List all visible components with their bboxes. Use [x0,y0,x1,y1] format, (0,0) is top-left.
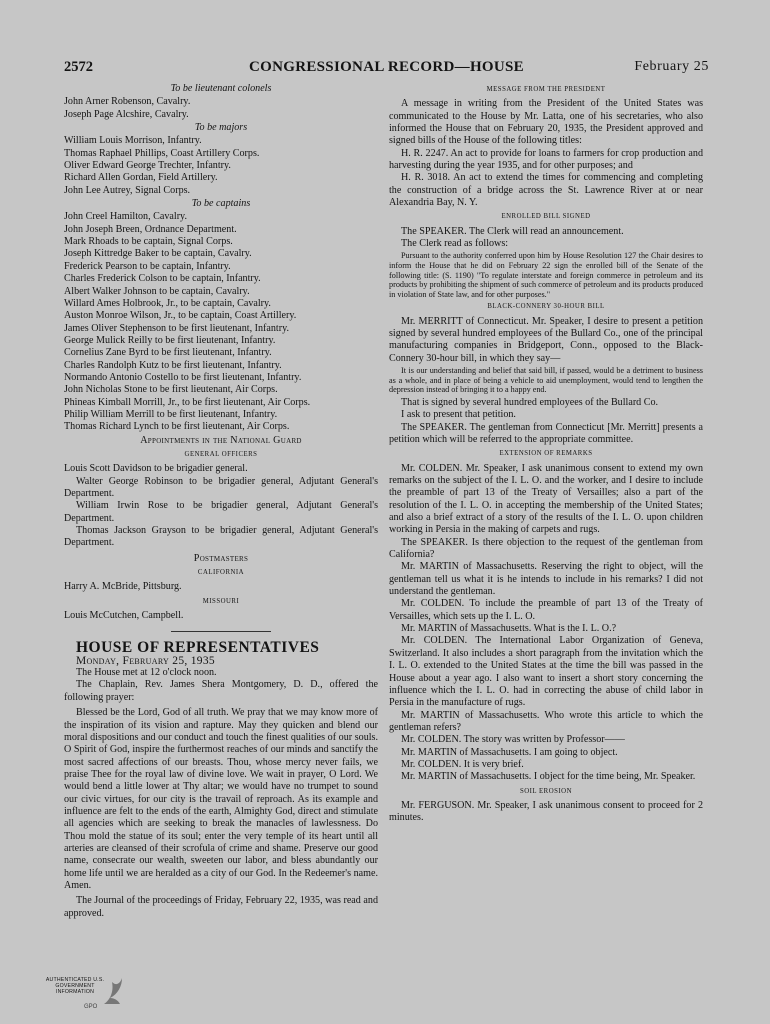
section-heading: EXTENSION OF REMARKS [499,450,593,458]
nomination-entry: Richard Allen Gordan, Field Artillery. [64,172,218,184]
nomination-entry: Mark Rhoads to be captain, Signal Corps. [64,236,233,248]
nomination-entry: Frederick Pearson to be captain, Infantry. [64,260,231,272]
nomination-entry: Charles Randolph Kutz to be first lieutenant, Infantry. [64,359,282,371]
paragraph: The Clerk read as follows: [401,238,509,250]
nomination-entry: Thomas Raphael Phillips, Coast Artillery Corps. [64,147,260,159]
paragraph: Mr. MARTIN of Massachusetts. What is the I. L. O.? [401,623,617,635]
paragraph: Mr. COLDEN. The International Labor Organization of Geneva, Switzerland. It also includes a short paragraph from the invitation which the I. L. O. extended to the United States at the time the bill was passed in the House about a year ago. I also want to insert a short story concerning the influence which the I. L. O. had in correcting the abuse of child labor in Persia in the manufacture of rugs. [389,635,703,709]
nomination-entry: Willard Ames Holbrook, Jr., to be captain, Cavalry. [64,297,271,309]
paragraph: The Journal of the proceedings of Friday, February 22, 1935, was read and approved. [64,895,378,919]
nomination-entry: William Louis Morrison, Infantry. [64,135,202,147]
session-date: Monday, February 25, 1935 [76,654,215,667]
section-heading: MISSOURI [202,597,240,605]
paragraph: Mr. MARTIN of Massachusetts. I am going to object. [401,746,618,758]
nomination-entry: Phineas Kimball Morrill, Jr., to be first lieutenant, Air Corps. [64,396,311,408]
paragraph: Mr. MARTIN of Massachusetts. Who wrote this article to which the gentleman refers? [389,709,703,733]
paragraph: H. R. 3018. An act to extend the times for commencing and completing the construction of a bridge across the St. Lawrence River at or near Alexandria Bay, N. Y. [389,172,703,209]
nomination-entry: James Oliver Stephenson to be first lieutenant, Infantry. [64,322,289,334]
paragraph: Thomas Jackson Grayson to be brigadier general, Adjutant General's Department. [64,525,378,549]
right-column [389,82,703,825]
nomination-entry: John Lee Autrey, Signal Corps. [64,184,191,196]
nomination-entry: Cornelius Zane Byrd to be first lieutenant, Infantry. [64,347,272,359]
header-date: February 25 [634,59,709,74]
paragraph: Mr. COLDEN. Mr. Speaker, I ask unanimous consent to extend my own remarks on the subject of the I. L. O. and the worker, and I desire to include the preamble of part 13 of the Treaty of Versailles; also a part of the resolution of the I. L. O. in accepting the membership of the United States; and also a brief extract of a story of the results of the I. L. O. upon children working in Persia in the making of carpets and rugs. [389,462,703,536]
section-heading: BLACK-CONNERY 30-HOUR BILL [487,303,605,311]
nomination-entry: Philip William Merrill to be first lieutenant, Infantry. [64,408,278,420]
paragraph: The House met at 12 o'clock noon. [76,667,217,679]
nomination-entry: Joseph Page Alcshire, Cavalry. [64,108,189,120]
subheading: To be lieutenant colonels [170,83,272,94]
seal-mark: GPO [84,1004,98,1010]
nomination-entry: Harry A. McBride, Pittsburg. [64,581,182,593]
nomination-entry: John Arner Robenson, Cavalry. [64,96,191,108]
page-header [64,59,709,79]
paragraph: A message in writing from the President of the United States was communicated to the House by Mr. Latta, one of his secretaries, who also informed the House that on February 20, 1935, the President approved and signed bills of the House of the following titles: [389,98,703,147]
nomination-entry: Charles Frederick Colson to be captain, Infantry. [64,273,261,285]
eagle-icon [100,974,126,1010]
section-heading: ENROLLED BILL SIGNED [501,213,591,221]
nomination-entry: Oliver Edward George Trechter, Infantry. [64,160,231,172]
quoted-text: Pursuant to the authority conferred upon him by House Resolution 127 the Chair desires to inform the House that he did on February 22 sign the enrolled bill of the Senate of the following title: (S. 1190) "To regulate interstate and foreign commerce in petroleum and its products by prohibiting the shipment of such commerce of petroleum and its products produced in violation of State law, and for other purposes." [389,251,703,299]
paragraph: The SPEAKER. The Clerk will read an announcement. [401,225,624,237]
paragraph: Mr. FERGUSON. Mr. Speaker, I ask unanimous consent to proceed for 2 minutes. [389,799,703,824]
nomination-entry: Joseph Kittredge Baker to be captain, Cavalry. [64,248,252,260]
gpo-authentication-seal [44,974,134,1014]
section-heading: SOIL EROSION [519,787,572,795]
paragraph: I ask to present that petition. [401,409,516,421]
nomination-entry: John Nicholas Stone to be first lieutenant, Air Corps. [64,384,278,396]
paragraph: Mr. MERRITT of Connecticut. Mr. Speaker, I desire to present a petition signed by several hundred employees of the Bullard Co., one of the principal manufacturing companies in Bridgeport, Conn., opposed to the Black-Connery 30-hour bill, in which they say— [389,315,703,364]
nomination-entry: Louis Scott Davidson to be brigadier general. [64,463,248,475]
left-column [64,82,378,920]
nomination-entry: John Joseph Breen, Ordnance Department. [64,223,237,235]
nomination-entry: Auston Monroe Wilson, Jr., to be captain, Coast Artillery. [64,310,297,322]
page-number: 2572 [64,59,93,75]
section-rule [171,631,271,632]
section-heading: GENERAL OFFICERS [184,450,258,458]
paragraph: The Chaplain, Rev. James Shera Montgomery, D. D., offered the following prayer: [64,679,378,703]
running-title: CONGRESSIONAL RECORD—HOUSE [249,59,524,75]
paragraph: The SPEAKER. The gentleman from Connecticut [Mr. Merritt] presents a petition which will be referred to the appropriate committee. [389,421,703,445]
nomination-entry: George Mulick Reilly to be first lieutenant, Infantry. [64,334,276,346]
nomination-entry: John Creel Hamilton, Cavalry. [64,211,187,223]
section-heading: CALIFORNIA [197,569,245,577]
paragraph: William Irwin Rose to be brigadier general, Adjutant General's Department. [64,500,378,524]
paragraph: Mr. COLDEN. The story was written by Professor—— [401,734,625,746]
paragraph: Blessed be the Lord, God of all truth. We pray that we may know more of the inspiration of its vision and rapture. May they quicken and blend our moral dispositions and our conduct and touch the finest qualities of our souls. O Spirit of God, inspire the furthermost reaches of our minds and sanctify the most sacred affections of our breasts. Thou, whose mercy never fails, we praise Thee for the royal law of divine love. We wait in prayer, O Lord. We would bend a little lower at Thy altar; we would have no trumpet to sound our civic virtues, for our city is the travail of reproach. As its example and influence are felt to the ends of the earth, Almighty God, direct and stimulate all agencies which are seeking to break the manacles of lawlessness. Do Thou mold the statue of its soul; enter the very temple of its heart until all arteries are cleansed of their scrofula of crime and shame. Preserve our good name, consecrate our wealth, sweeten our labor, and bless abundantly our home life until we are heralded as a city of our God. In the Redeemer's name. Amen. [64,707,378,891]
paragraph: Mr. MARTIN of Massachusetts. Reserving the right to object, will the gentleman tell us what it is he intends to include in his remarks? I did not understand the gentleman. [389,561,703,598]
paragraph: H. R. 2247. An act to provide for loans to farmers for crop production and harvesting during the year 1935, and for other purposes; and [389,147,703,172]
nomination-entry: Louis McCutchen, Campbell. [64,610,184,622]
paragraph: Mr. COLDEN. To include the preamble of part 13 of the Treaty of Versailles, which sets up the I. L. O. [389,598,703,622]
paragraph: Walter George Robinson to be brigadier general, Adjutant General's Department. [64,475,378,499]
paragraph: That is signed by several hundred employees of the Bullard Co. [401,396,659,408]
paragraph: Mr. COLDEN. It is very brief. [401,758,524,770]
paragraph: Mr. MARTIN of Massachusetts. I object for the time being, Mr. Speaker. [401,771,696,783]
subheading: Postmasters [193,552,249,564]
nomination-entry: Albert Walker Johnson to be captain, Cavalry. [64,285,250,297]
seal-text: AUTHENTICATED U.S. GOVERNMENT INFORMATION [45,977,105,995]
subheading: To be majors [194,122,248,134]
section-heading: MESSAGE FROM THE PRESIDENT [486,86,606,93]
subheading: To be captains [191,198,251,210]
subheading: Appointments in the National Guard [140,434,302,446]
paragraph: The SPEAKER. Is there objection to the request of the gentleman from California? [389,536,703,561]
house-title: HOUSE OF REPRESENTATIVES [76,639,320,657]
quoted-text: It is our understanding and belief that said bill, if passed, would be a detriment to business as a whole, and in place of being a vehicle to aid unemployment, would tend to lengthen the depression instead of bringing it to a happy end. [389,366,703,395]
nomination-entry: Normando Antonio Costello to be first lieutenant, Infantry. [64,371,302,383]
nomination-entry: Thomas Richard Lynch to be first lieutenant, Air Corps. [64,421,290,433]
